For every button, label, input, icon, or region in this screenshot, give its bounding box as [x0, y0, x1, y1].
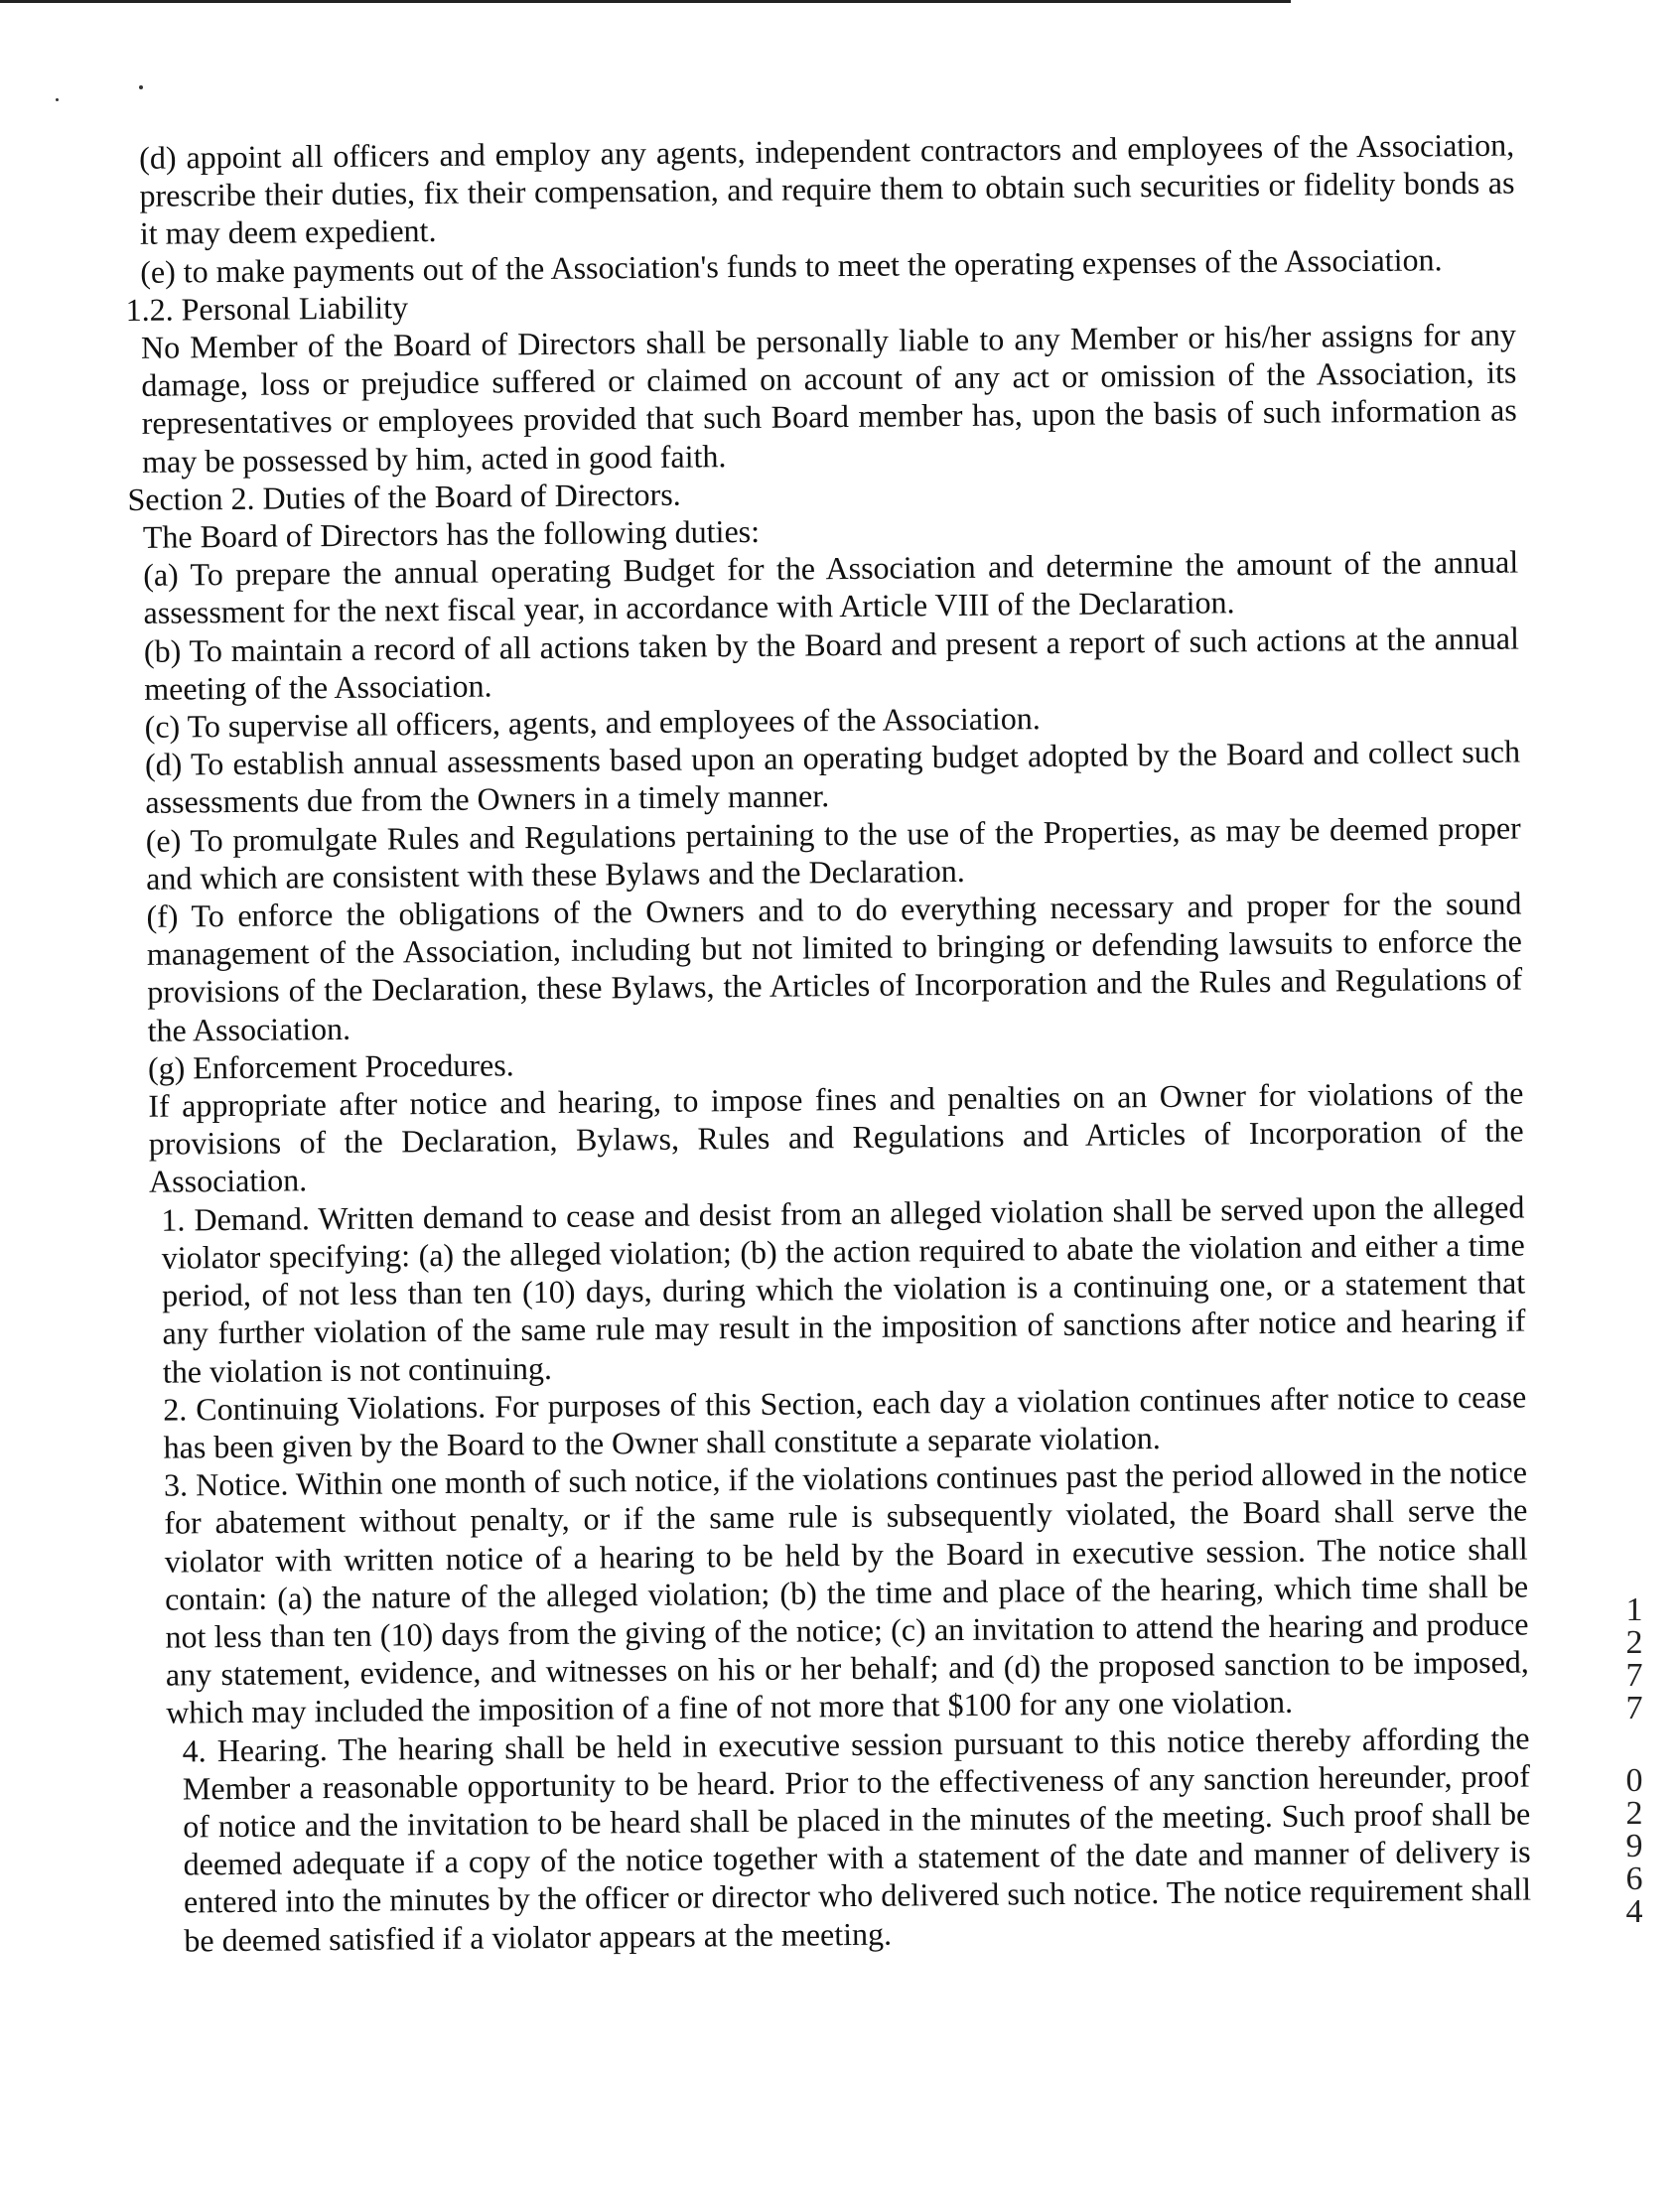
margin-number-gap	[1616, 1724, 1652, 1764]
paragraph: (d) appoint all officers and employ any agents, independent contractors and employees of the Association, prescribe their duties, fix their compensation, and require them to obtain such securities or fidelity bonds as it may deem expedient.	[139, 126, 1515, 252]
margin-number-digit: 2	[1625, 1624, 1643, 1661]
paragraph: The Board of Directors has the following duties:	[142, 512, 761, 555]
paragraph: (a) To prepare the annual operating Budget for the Association and determine the amount of the annual assessment for the next fiscal year, in accordance with Article VIII of the Declaration.	[143, 543, 1519, 631]
margin-number-digit: 0	[1625, 1762, 1643, 1799]
paragraph: No Member of the Board of Directors shall be personally liable to any Member or his/her assigns for any damage, loss or prejudice suffered or claimed on account of any act or omission of the Association, its representatives or employees provided that such Board member has, upon the basis of such information as may be possessed by him, acted in good faith.	[140, 316, 1517, 480]
margin-number-digit: 9	[1625, 1828, 1643, 1864]
scan-speck	[139, 85, 143, 89]
paragraph: (f) To enforce the obligations of the Owners and to do everything necessary and proper for the sound management of the Association, including but not limited to bringing or defending lawsuits to enforce the provisions of the Declaration, these Bylaws, the Articles of Incorporation and the Rules and Regulations of the Association.	[146, 885, 1523, 1048]
margin-number-digit: 7	[1625, 1657, 1643, 1694]
top-scan-rule	[0, 0, 1291, 3]
margin-number-digit: 7	[1625, 1690, 1643, 1726]
paragraph: (e) To promulgate Rules and Regulations pertaining to the use of the Properties, as may be deemed proper and which are consistent with these Bylaws and the Declaration.	[145, 809, 1521, 896]
scan-speck	[56, 98, 59, 101]
paragraph: 2. Continuing Violations. For purposes of this Section, each day a violation continues after notice to cease has been given by the Board to the Owner shall constitute a separate violation.	[163, 1378, 1527, 1465]
paragraph: Section 2. Duties of the Board of Directors.	[127, 476, 681, 517]
margin-number-digit: 4	[1625, 1893, 1643, 1930]
paragraph: (d) To establish annual assessments based upon an operating budget adopted by the Board and collect such assessments due from the Owners in a timely manner.	[144, 733, 1521, 821]
paragraph: 3. Notice. Within one month of such notice, if the violations continues past the period allowed in the notice for abatement without penalty, or if the same rule is subsequently violated, the Board shall serve the violator with written notice of a hearing to be held by the Board in executive session. The notice shall contain: (a) the nature of the alleged violation; (b) the time and place of the hearing, which time shall be not less than ten (10) days from the giving of the notice; (c) an invitation to attend the hearing and produce any statement, evidence, and witnesses on his or her behalf; and (d) the proposed sanction to be imposed, which may included the imposition of a fine of not more that $100 for any one violation.	[163, 1453, 1529, 1730]
margin-number-digit: 2	[1625, 1795, 1643, 1832]
document-body	[124, 126, 1532, 1960]
margin-number-digit: 1	[1625, 1591, 1643, 1628]
paragraph: If appropriate after notice and hearing, to impose fines and penalties on an Owner for violations of the provisions of the Declaration, Bylaws, Rules and Regulations and Articles of Incorporation of the Association.	[148, 1074, 1524, 1200]
margin-record-number	[1616, 1593, 1652, 1928]
paragraph: 1. Demand. Written demand to cease and desist from an alleged violation shall be served upon the alleged violator specifying: (a) the alleged violation; (b) the action required to abate the violation and either a time period, of not less than ten (10) days, during which the violation is a continuing one, or a statement that any further violation of the same rule may result in the imposition of sanctions after notice and hearing if the violation is not continuing.	[161, 1188, 1526, 1390]
paragraph: 1.2. Personal Liability	[125, 289, 409, 328]
paragraph: (g) Enforcement Procedures.	[147, 1046, 514, 1086]
paragraph: (c) To supervise all officers, agents, and employees of the Association.	[144, 700, 1041, 745]
paragraph: (e) to make payments out of the Association's funds to meet the operating expenses of the Association.	[140, 240, 1443, 290]
margin-number-digit: 6	[1625, 1861, 1643, 1897]
paragraph: (b) To maintain a record of all actions taken by the Board and present a report of such actions at the annual meeting of the Association.	[143, 620, 1520, 707]
paragraph: 4. Hearing. The hearing shall be held in executive session pursuant to this notice thereby affording the Member a reasonable opportunity to be heard. Prior to the effectiveness of any sanction hereunder, proof of notice and the invitation to be heard shall be placed in the minutes of the meeting. Such proof shall be deemed adequate if a copy of the notice together with a statement of the date and manner of delivery is entered into the minutes by the officer or director who delivered such notice. The notice requirement shall be deemed satisfied if a violator appears at the meeting.	[182, 1720, 1532, 1959]
